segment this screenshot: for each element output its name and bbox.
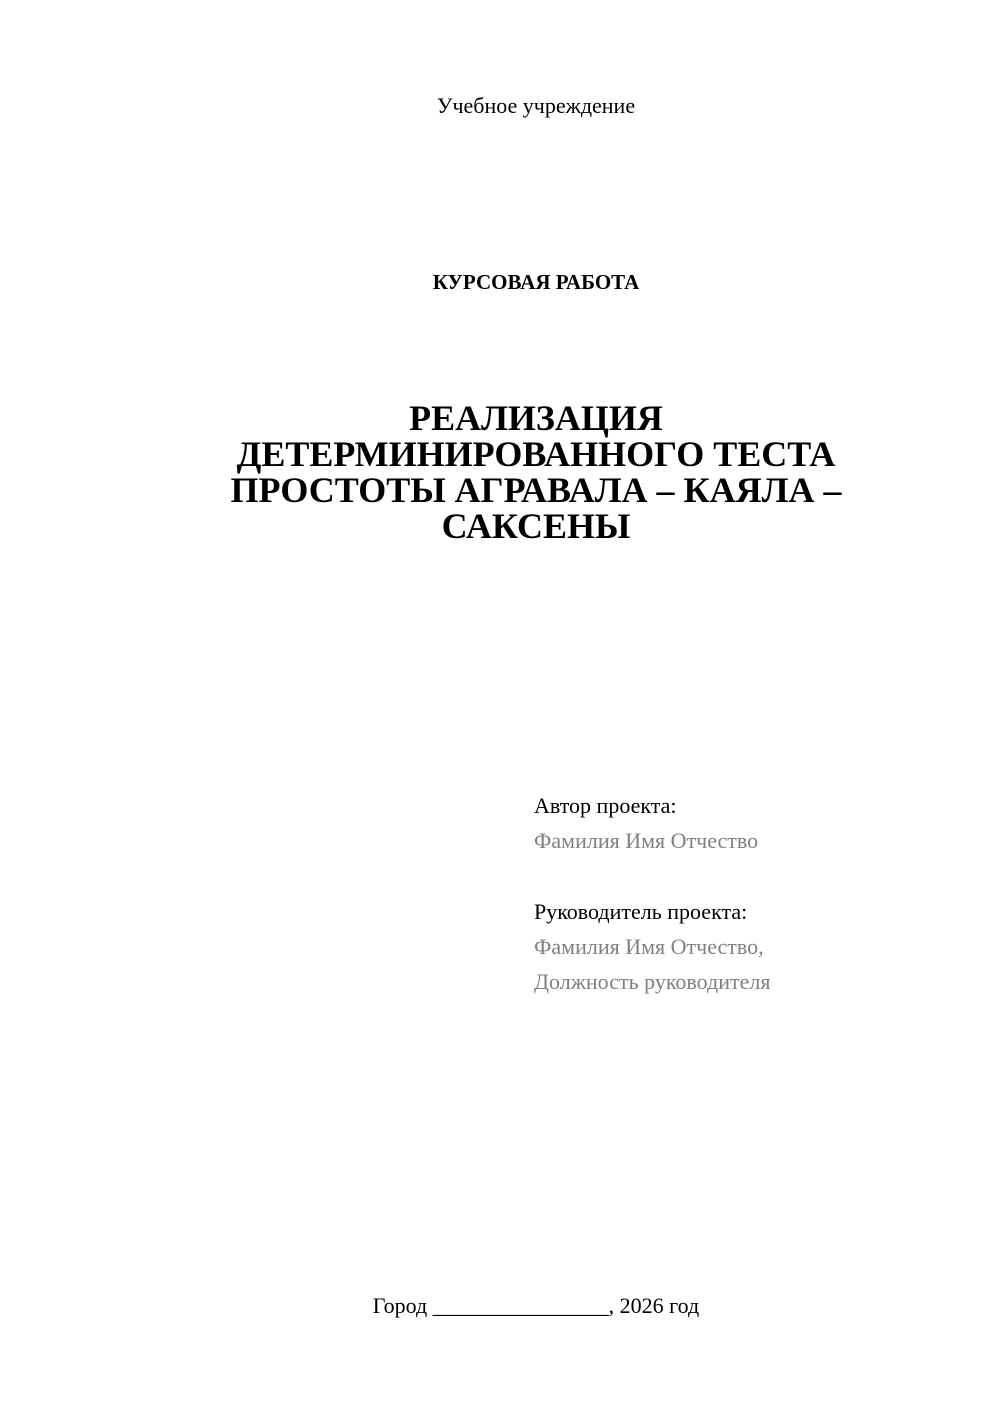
work-title [200, 400, 872, 544]
signature-spacer [534, 858, 974, 894]
work-title-line: ПРОСТОТЫ АГРАВАЛА – КАЯЛА – [230, 470, 842, 510]
supervisor-position: Должность руководителя [534, 969, 771, 994]
work-title-line: САКСЕНЫ [441, 506, 631, 546]
work-title-line: ДЕТЕРМИНИРОВАННОГО ТЕСТА [236, 434, 836, 474]
supervisor-label: Руководитель проекта: [534, 899, 748, 924]
signature-block [534, 788, 974, 999]
author-name: Фамилия Имя Отчество [534, 828, 759, 853]
work-type-heading: КУРСОВАЯ РАБОТА [432, 270, 640, 294]
city-year-footer: Город ________________, 2026 год [372, 1293, 700, 1318]
supervisor-name: Фамилия Имя Отчество, [534, 934, 764, 959]
work-title-line: РЕАЛИЗАЦИЯ [409, 398, 663, 438]
author-label: Автор проекта: [534, 793, 677, 818]
institution-name: Учебное учреждение [436, 93, 636, 118]
